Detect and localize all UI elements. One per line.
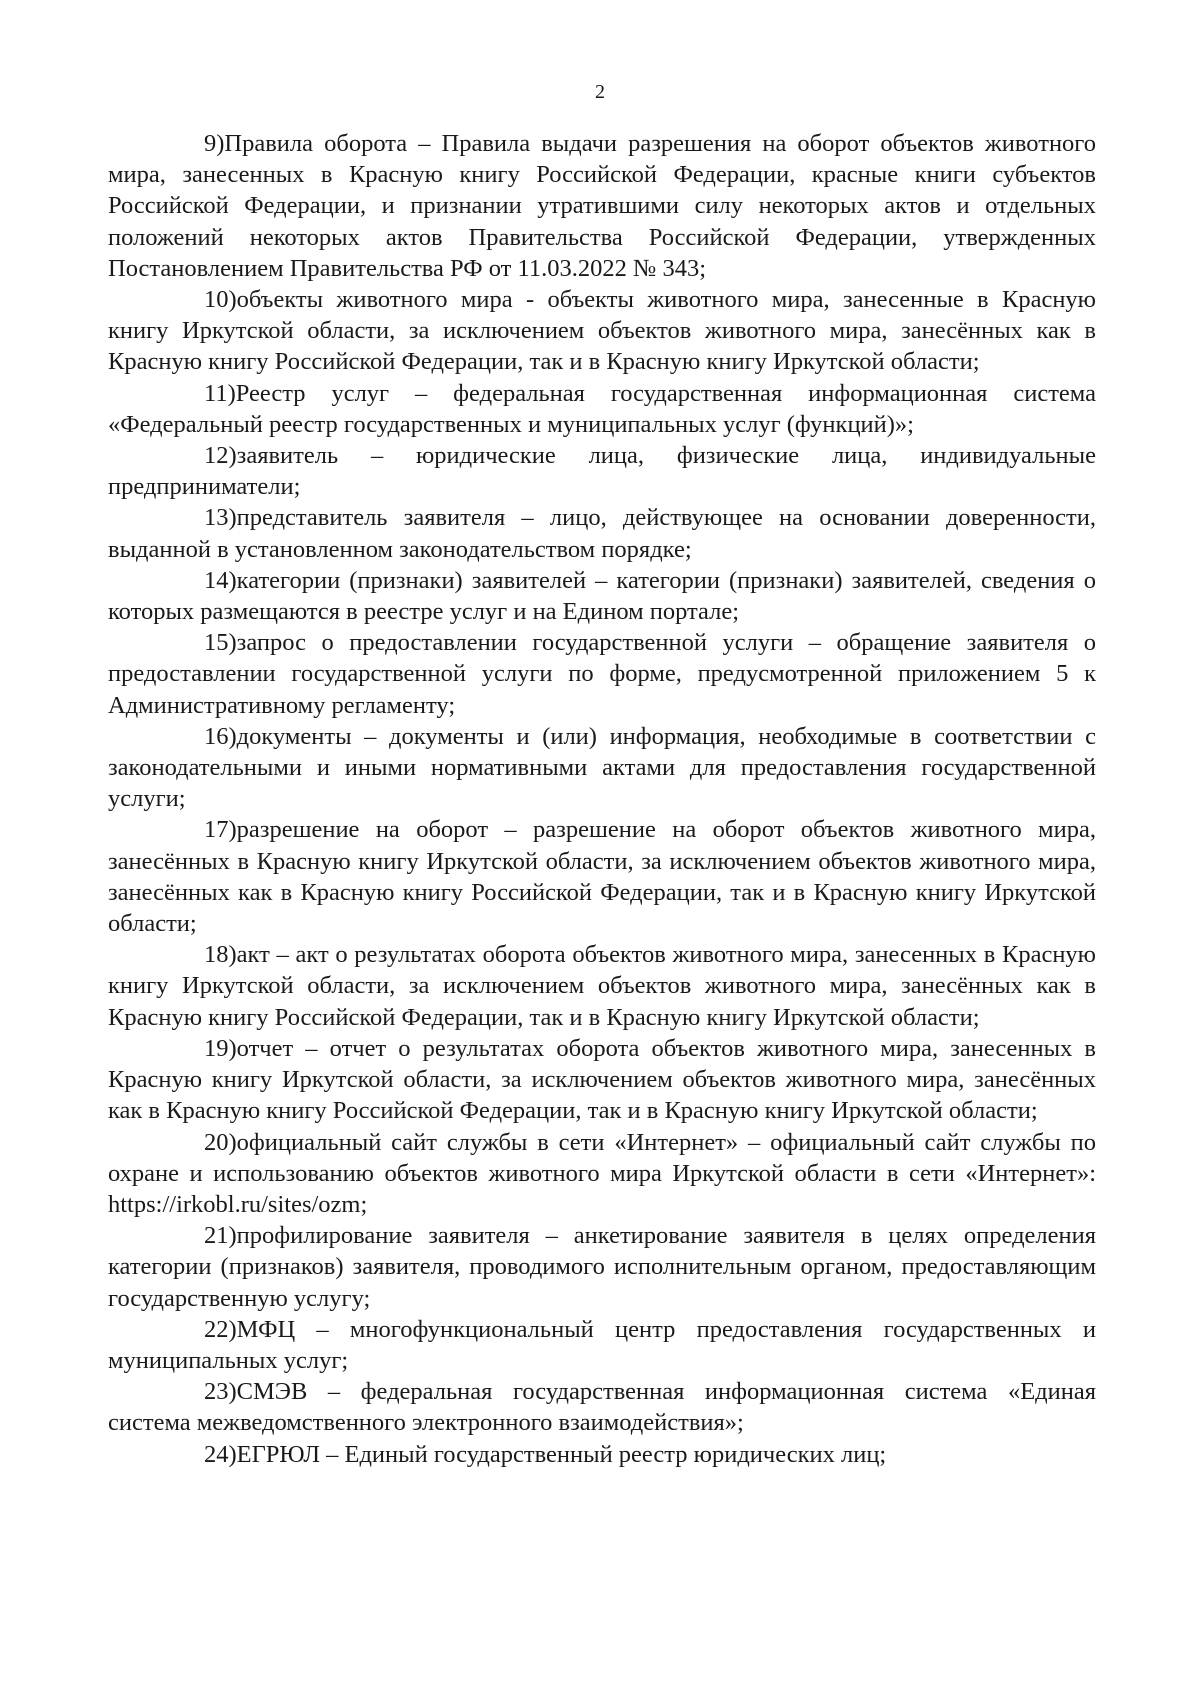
list-item bbox=[108, 1439, 1096, 1470]
list-item bbox=[108, 1127, 1096, 1221]
item-text: ЕГРЮЛ – Единый государственный реестр юридических лиц; bbox=[236, 1440, 887, 1468]
list-item bbox=[108, 1376, 1096, 1438]
item-text: официальный сайт службы в сети «Интернет» – официальный сайт службы по охране и использованию объектов животного мира Иркутской области в сети «Интернет»: https://irkobl.ru/sites/ozm; bbox=[108, 1128, 1096, 1218]
page-number: 2 bbox=[595, 81, 605, 103]
list-item bbox=[108, 939, 1096, 1033]
item-number: 10) bbox=[204, 286, 237, 314]
item-number: 11) bbox=[204, 379, 236, 407]
list-item bbox=[108, 1220, 1096, 1314]
item-text: запрос о предоставлении государственной услуги – обращение заявителя о предоставлении государственной услуги по форме, предусмотренной приложением 5 к Административному регламенту; bbox=[108, 629, 1096, 719]
item-number: 13) bbox=[204, 504, 237, 532]
list-item bbox=[108, 1314, 1096, 1376]
item-text: отчет – отчет о результатах оборота объектов животного мира, занесенных в Красную книгу Иркутской области, за исключением объектов животного мира, занесённых как в Красную книгу Российской Федерации, так и в Красную книгу Иркутской области; bbox=[108, 1034, 1096, 1125]
list-item bbox=[108, 440, 1096, 502]
item-number: 16) bbox=[204, 722, 237, 750]
list-item bbox=[108, 565, 1096, 627]
item-number: 9) bbox=[204, 130, 225, 157]
list-item bbox=[108, 721, 1096, 815]
item-number: 22) bbox=[204, 1315, 237, 1343]
item-text: Реестр услуг – федеральная государственная информационная система «Федеральный реестр государственных и муниципальных услуг (функций)»; bbox=[108, 379, 1096, 438]
list-item bbox=[108, 284, 1096, 378]
item-text: акт – акт о результатах оборота объектов животного мира, занесенных в Красную книгу Иркутской области, за исключением объектов животного мира, занесённых как в Красную книгу Российской Федерации, так и в Красную книгу Иркутской области; bbox=[108, 941, 1096, 1031]
list-item bbox=[108, 378, 1096, 440]
item-number: 24) bbox=[204, 1440, 237, 1468]
item-number: 14) bbox=[204, 566, 237, 594]
definitions-list bbox=[108, 128, 1096, 1470]
list-item bbox=[108, 502, 1096, 564]
item-text: Правила оборота – Правила выдачи разрешения на оборот объектов животного мира, занесенных в Красную книгу Российской Федерации, красные книги субъектов Российской Федерации, и признании утратившими силу некоторых актов и отдельных положений некоторых актов Правительства Российской Федерации, утвержденных Постановлением Правительства РФ от 11.03.2022 № 343; bbox=[108, 130, 1096, 282]
item-number: 12) bbox=[204, 442, 237, 470]
item-text: объекты животного мира - объекты животного мира, занесенные в Красную книгу Иркутской области, за исключением объектов животного мира, занесённых как в Красную книгу Российской Федерации, так и в Красную книгу Иркутской области; bbox=[108, 286, 1096, 376]
list-item bbox=[108, 128, 1096, 284]
list-item bbox=[108, 1033, 1096, 1127]
item-text: документы – документы и (или) информация, необходимые в соответствии с законодательными и иными нормативными актами для предоставления государственной услуги; bbox=[108, 722, 1096, 813]
list-item bbox=[108, 627, 1096, 721]
item-text: профилирование заявителя – анкетирование заявителя в целях определения категории (признаков) заявителя, проводимого исполнительным органом, предоставляющим государственную услугу; bbox=[108, 1222, 1096, 1312]
item-text: СМЭВ – федеральная государственная информационная система «Единая система межведомственного электронного взаимодействия»; bbox=[108, 1378, 1096, 1437]
item-text: МФЦ – многофункциональный центр предоставления государственных и муниципальных услуг; bbox=[108, 1315, 1096, 1374]
item-number: 21) bbox=[204, 1222, 237, 1250]
item-text: разрешение на оборот – разрешение на оборот объектов животного мира, занесённых в Красную книгу Иркутской области, за исключением объектов животного мира, занесённых как в Красную книгу Российской Федерации, так и в Красную книгу Иркутской области; bbox=[108, 816, 1096, 938]
item-number: 17) bbox=[204, 816, 237, 844]
item-number: 19) bbox=[204, 1034, 237, 1062]
item-number: 18) bbox=[204, 941, 237, 969]
item-number: 23) bbox=[204, 1378, 237, 1406]
item-text: представитель заявителя – лицо, действующее на основании доверенности, выданной в установленном законодательством порядке; bbox=[108, 504, 1096, 563]
item-number: 20) bbox=[204, 1128, 237, 1156]
item-number: 15) bbox=[204, 629, 237, 657]
list-item bbox=[108, 814, 1096, 939]
item-text: категории (признаки) заявителей – категории (признаки) заявителей, сведения о которых размещаются в реестре услуг и на Едином портале; bbox=[108, 566, 1096, 626]
item-text: заявитель – юридические лица, физические лица, индивидуальные предприниматели; bbox=[108, 442, 1096, 501]
